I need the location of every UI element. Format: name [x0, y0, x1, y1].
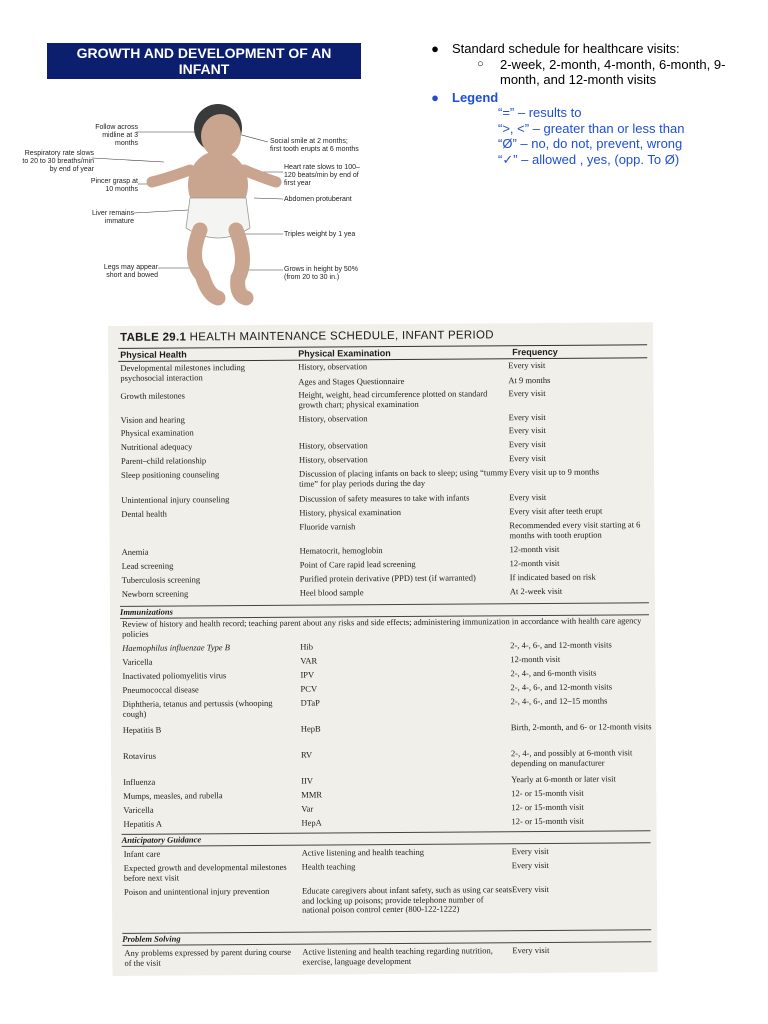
table-row [111, 815, 656, 829]
table-row [109, 491, 654, 505]
table-cell: Hib [300, 641, 314, 652]
figure-label: Respiratory rate slows to 20 to 30 breaths/min by end of year [22, 150, 94, 173]
table-cell: Var [301, 803, 314, 814]
schedule-label: Standard schedule for healthcare visits: [452, 41, 680, 56]
table-cell: Developmental milestones including psychosocial interaction [120, 362, 245, 383]
legend-item: “=” – results to [498, 105, 582, 120]
bullet-icon: ● [431, 89, 439, 105]
table-row [111, 695, 656, 719]
table-cell: Heel blood sample [299, 587, 364, 598]
divider [120, 602, 649, 607]
table-cell: Yearly at 6-month or later visit [511, 773, 616, 785]
table-cell: Height, weight, head circumference plotted on standard growth chart; physical examination [298, 388, 488, 410]
table-cell: Growth milestones [120, 390, 185, 401]
table-row [109, 452, 654, 466]
table-cell: Varicella [122, 656, 153, 667]
table-cell: Expected growth and developmental milestones before next visit [123, 861, 287, 883]
table-row [109, 411, 654, 425]
table-cell: Influenza [123, 776, 156, 787]
figure-label: Heart rate slows to 100–120 beats/min by end of first year [284, 164, 360, 187]
table-cell: Every visit [512, 944, 550, 956]
table-cell [299, 426, 509, 427]
table-cell: Every visit [511, 859, 549, 871]
table-cell: Every visit [508, 424, 546, 436]
table-row [110, 557, 655, 571]
table-cell: IPV [300, 669, 315, 680]
legend-item: “✓” – allowed , yes, (opp. To Ø) [498, 151, 680, 167]
table-cell: Nutritional adequacy [120, 441, 193, 452]
table-row [110, 639, 655, 653]
table-row [109, 519, 654, 540]
table-row [111, 747, 656, 768]
page-title: GROWTH AND DEVELOPMENT OF AN INFANT [47, 43, 361, 79]
table-cell: Every visit [508, 452, 547, 464]
figure-label: Liver remains immature [91, 210, 134, 225]
section-label-guidance: Anticipatory Guidance [121, 834, 202, 845]
table-row [111, 801, 656, 815]
table-cell: 12- or 15-month visit [511, 801, 584, 813]
table-cell: RV [300, 749, 313, 760]
table-cell: Every visit after teeth erupt [509, 505, 603, 517]
table-cell: Sleep positioning counseling [121, 469, 220, 480]
table-cell: History, physical examination [299, 506, 402, 518]
infant-illustration [18, 100, 363, 320]
legend-item: “>, <” – greater than or less than [498, 120, 685, 136]
table-cell: Anemia [121, 546, 149, 557]
schedule-items: 2-week, 2-month, 4-month, 6-month, 9-month, and 12-month visits [500, 56, 726, 87]
table-row [110, 667, 655, 681]
table-cell: History, observation [298, 440, 368, 451]
table-row [109, 424, 654, 438]
table-cell: Vision and hearing [120, 414, 185, 425]
table-row [111, 773, 656, 787]
column-header: Frequency [512, 346, 558, 358]
schedule-bullet [430, 41, 760, 57]
section-label-immunizations: Immunizations [119, 606, 173, 617]
table-cell: Varicella [123, 804, 154, 815]
table-cell: Every visit [509, 491, 547, 503]
table-title [120, 329, 494, 344]
table-cell: Recommended every visit starting at 6 months with tooth eruption [509, 519, 641, 540]
table-cell: 12- or 15-month visit [511, 787, 584, 799]
table-cell: If indicated based on risk [509, 571, 596, 583]
table-cell: Discussion of placing infants on back to sleep; using “tummy time” for play periods during the day [299, 467, 509, 489]
table-cell: 2-, 4-, 6-, and 12-month visits [510, 639, 612, 651]
table-cell: Newborn screening [121, 588, 189, 599]
table-cell [121, 523, 291, 524]
table-row [111, 787, 656, 801]
table-cell: Every visit [508, 387, 546, 399]
table-cell: 2-, 4-, 6-, and 12-month visits [510, 681, 613, 693]
column-header: Physical Health [120, 349, 187, 360]
table-cell: Every visit [508, 359, 546, 371]
table-cell: Fluoride varnish [299, 521, 356, 532]
table-cell: Unintentional injury counseling [121, 494, 230, 505]
table-cell: Parent–child relationship [120, 455, 207, 466]
table-cell: Health teaching [301, 861, 356, 872]
table-cell: At 9 months [508, 374, 551, 386]
table-cell: HepA [301, 817, 322, 828]
table-row [112, 944, 657, 968]
table-cell: HepB [300, 723, 321, 734]
immunizations-note: Review of history and health record; teaching parent about any risks and side effects; administering immunization in accordance with health care agency policies [122, 615, 642, 639]
table-cell: Infant care [123, 848, 161, 859]
table-cell: PCV [300, 683, 318, 694]
table-row [108, 387, 653, 410]
table-cell: Every visit [508, 438, 546, 450]
table-cell: Discussion of safety measures to take with infants [299, 492, 470, 504]
table-cell: Lead screening [121, 560, 174, 571]
table-cell: At 2-week visit [509, 585, 563, 597]
figure-label: Abdomen protuberant [284, 196, 352, 203]
table-cell: Every visit [511, 845, 549, 857]
table-cell: Educate caregivers about infant safety, such as using car seats and locking up poisons; provide telephone number of national poison control center (800-122-1222) [301, 884, 512, 915]
table-cell: Poison and unintentional injury prevention [123, 885, 270, 897]
table-cell: Pneumococcal disease [122, 684, 199, 695]
health-maintenance-table [108, 322, 658, 976]
table-row [112, 859, 657, 883]
legend-list [430, 105, 760, 167]
table-cell: 2-, 4-, and possibly at 6-month visit depending on manufacturer [510, 747, 633, 768]
table-row [111, 721, 656, 735]
section-label-problem-solving: Problem Solving [122, 933, 181, 944]
legend-item: “Ø” – no, do not, prevent, wrong [498, 136, 683, 151]
figure-label: Pincer grasp at 10 months [90, 178, 138, 193]
table-row [110, 585, 655, 599]
divider [122, 929, 651, 934]
table-cell: Any problems expressed by parent during course of the visit [124, 946, 292, 968]
table-cell: 12- or 15-month visit [511, 815, 584, 827]
table-cell: Hepatitis A [123, 818, 162, 829]
infant-figure [18, 100, 363, 320]
table-cell: Hepatitis B [122, 724, 162, 735]
table-cell: Active listening and health teaching [301, 846, 424, 858]
table-cell: 12-month visit [510, 653, 561, 665]
table-cell: Active listening and health teaching regarding nutrition, exercise, language development [302, 945, 493, 967]
table-row [109, 438, 654, 452]
schedule-sub-bullet [430, 57, 760, 88]
table-row [112, 845, 657, 859]
table-cell: IIV [301, 775, 314, 786]
table-cell: Every visit [508, 411, 546, 423]
figure-label: Legs may appear short and bowed [103, 264, 158, 279]
table-number: TABLE 29.1 [120, 331, 187, 344]
column-header: Physical Examination [298, 348, 391, 359]
table-cell: Mumps, measles, and rubella [123, 790, 223, 801]
circle-bullet-icon: ○ [477, 57, 484, 70]
table-row [110, 543, 655, 557]
table-cell: Hematocrit, hemoglobin [299, 545, 383, 556]
table-cell: Haemophilus influenzae Type B [122, 642, 231, 653]
table-cell: Ages and Stages Questionnaire [298, 375, 405, 387]
table-cell: 2-, 4-, and 6-month visits [510, 667, 597, 679]
table-cell: Inactivated poliomyelitis virus [122, 670, 227, 681]
table-row [112, 883, 657, 915]
figure-label: Follow across midline at 3 months [95, 124, 138, 147]
figure-label: Triples weight by 1 yea [284, 231, 356, 238]
table-row [109, 466, 654, 489]
table-row [110, 653, 655, 667]
schedule-notes [430, 41, 760, 167]
table-cell: Purified protein derivative (PPD) test (if warranted) [299, 572, 476, 584]
table-cell: History, observation [298, 361, 368, 372]
table-cell: Dental health [121, 508, 167, 519]
legend-label: Legend [452, 89, 499, 105]
table-cell: Point of Care rapid lead screening [299, 558, 416, 570]
bullet-icon: ● [431, 41, 439, 56]
figure-label: Social smile at 2 months; first tooth erupts at 6 months [270, 138, 359, 153]
table-cell: Diphtheria, tetanus and pertussis (whooping cough) [122, 697, 273, 719]
table-heading: HEALTH MAINTENANCE SCHEDULE, INFANT PERIOD [189, 329, 494, 344]
table-cell: 2-, 4-, 6-, and 12–15 months [510, 695, 608, 707]
table-row [110, 571, 655, 585]
table-cell: Birth, 2-month, and 6- or 12-month visits [510, 721, 652, 733]
table-cell: VAR [300, 655, 318, 666]
table-cell: Rotavirus [122, 750, 157, 761]
table-cell: Every visit [511, 883, 550, 895]
figure-label: Grows in height by 50% (from 20 to 30 in.) [284, 266, 358, 281]
table-cell: 12-month visit [509, 557, 560, 569]
table-cell: 12-month visit [509, 543, 560, 555]
table-cell: MMR [301, 789, 323, 800]
table-cell: DTaP [300, 697, 320, 708]
legend-bullet [430, 90, 760, 106]
table-cell: History, observation [298, 454, 368, 465]
table-cell: Physical examination [120, 427, 194, 438]
table-cell: Tuberculosis screening [121, 574, 201, 585]
table-row [109, 505, 654, 519]
table-cell: Every visit up to 9 months [508, 466, 600, 478]
table-row [111, 681, 656, 695]
table-cell: History, observation [298, 413, 368, 424]
